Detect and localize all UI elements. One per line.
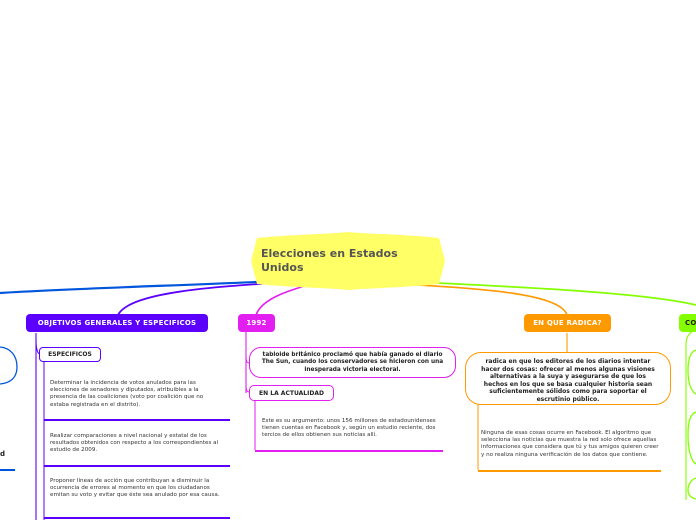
bubble-radica[interactable]: radica en que los editores de los diarios intentar hacer dos cosas: ofrecer al menos algunas visiones alternativas a la suya y asegurarse de que los hechos en los que se basa cualquier historia sean suficientemente sólidos como para soportar el escrutinio público. <box>465 352 671 405</box>
branch-objetivos[interactable]: OBJETIVOS GENERALES Y ESPECIFICOS <box>26 314 208 332</box>
bubble-1992[interactable]: tabloide británico proclamó que había ganado el diario The Sun, cuando los conservadores se hicieron con una inesperada victoria electoral. <box>249 347 456 378</box>
item-1-underline <box>44 419 230 421</box>
left-branch-fragment: d <box>0 450 6 458</box>
branch-en-que-radica[interactable]: EN QUE RADICA? <box>524 314 611 332</box>
item-2-underline <box>44 465 230 467</box>
radica-underline <box>478 470 661 472</box>
central-topic[interactable] <box>251 232 445 290</box>
especificos-item-2[interactable]: Realizar comparaciones a nivel nacional y estatal de los resultados obtenidos con respecto a los correspondientes al estudio de 2009. <box>50 433 219 454</box>
actualidad-note[interactable]: Este es su argumento: unos 156 millones de estadounidenses tienen cuentas en Facebook y, según un estudio reciente, dos tercios de ellos obtienen sus noticias allí. <box>262 418 436 439</box>
subtopic-especificos[interactable]: ESPECIFICOS <box>39 347 101 362</box>
subtopic-en-la-actualidad[interactable]: EN LA ACTUALIDAD <box>249 385 334 401</box>
especificos-item-3[interactable]: Proponer líneas de acción que contribuyan a disminuir la ocurrencia de errores al momento en que los ciudadanos emitan su voto y evitar que éste sea anulado por esa causa. <box>50 478 220 499</box>
branch-co[interactable]: CO <box>679 314 696 332</box>
central-topic-title: Elecciones en Estados Unidos <box>261 247 398 274</box>
actualidad-underline <box>255 450 443 452</box>
especificos-item-1[interactable]: Determinar la incidencia de votos anulados para las elecciones de senadores y diputados, atribuibles a la presencia de las coaliciones (voto por coalición que no estaba registrada en el distrito). <box>50 380 204 408</box>
branch-1992[interactable]: 1992 <box>238 314 275 332</box>
item-3-underline <box>44 517 230 519</box>
radica-note[interactable]: Ninguna de esas cosas ocurre en Facebook. El algoritmo que selecciona las noticias que muestra la red solo ofrece aquellas informaciones que considera que tú y tus amigos quieren creer y no realiza ninguna verificación de los datos que contiene. <box>481 430 659 458</box>
